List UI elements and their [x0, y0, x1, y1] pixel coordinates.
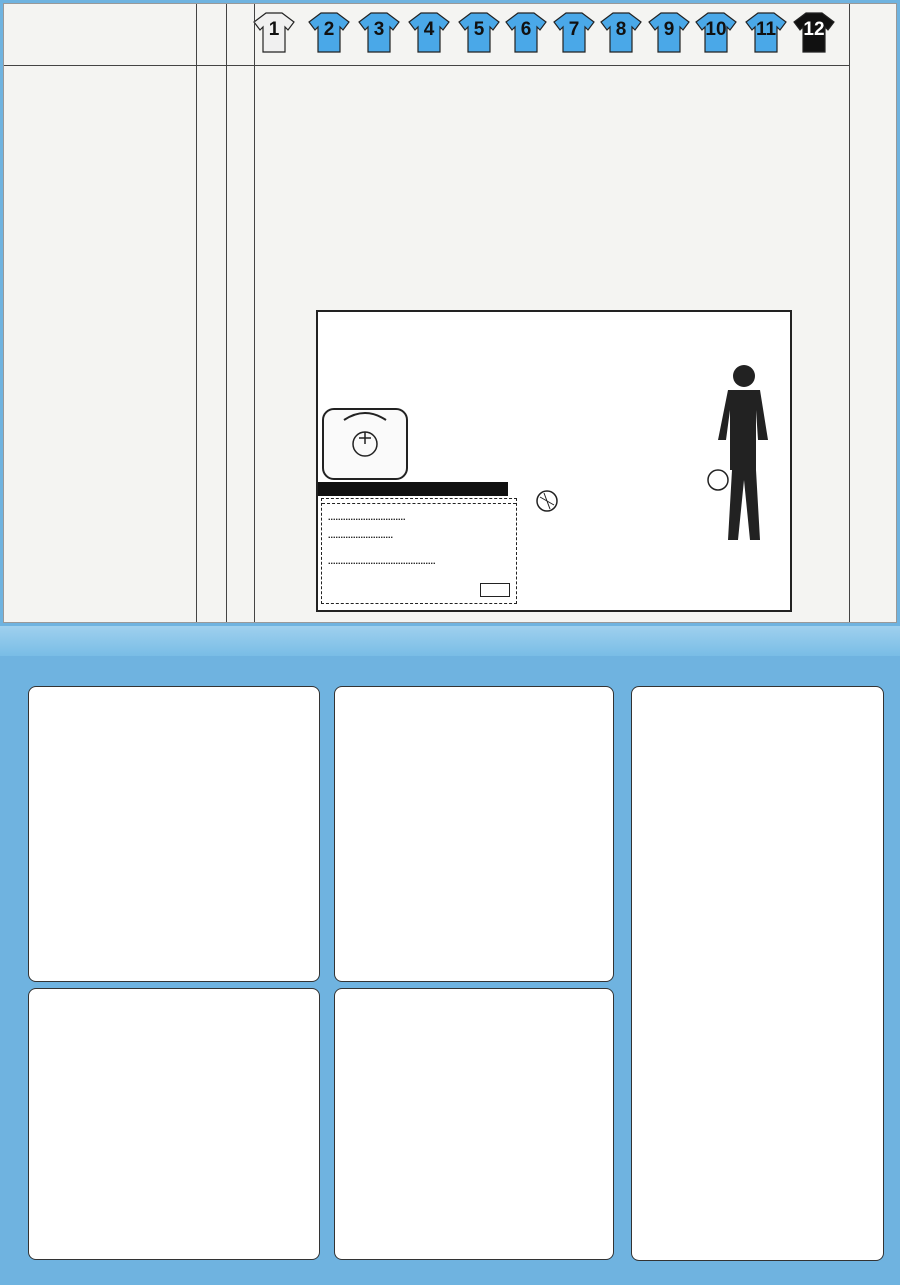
shirt-5-icon: 5 [457, 10, 501, 54]
shirt-1-icon: 1 [252, 10, 296, 54]
shirt-10-icon: 10 [694, 10, 738, 54]
sec-lineups [28, 988, 320, 1260]
fixtures-sheet [3, 3, 897, 623]
key-sidebar [848, 4, 896, 622]
shirt-8-icon: 8 [599, 10, 643, 54]
away-with-the-gills [631, 686, 884, 1261]
form-address-field[interactable]: .......................... [328, 530, 394, 540]
sec-fixtures [334, 988, 614, 1260]
shirt-3-icon: 3 [357, 10, 401, 54]
shirt-12-icon: 12 [792, 10, 836, 54]
shirt-2-icon: 2 [307, 10, 351, 54]
sec-senior-table [334, 686, 614, 982]
football-icon [536, 490, 558, 517]
ad-manufacturer [526, 522, 686, 525]
division-three-table [28, 686, 320, 982]
shirt-7-icon: 7 [552, 10, 596, 54]
send-catalogue-heading [322, 499, 516, 504]
shirt-9-icon: 9 [647, 10, 691, 54]
player-figure-icon [706, 360, 776, 560]
ad-catalogue-banner [318, 482, 508, 496]
form-name-field[interactable]: ............................... [328, 512, 406, 522]
page-fold [0, 626, 900, 656]
fixtures-header [4, 4, 849, 66]
shirt-4-icon: 4 [407, 10, 451, 54]
kit-bag-icon [322, 408, 408, 480]
catalogue-form: ............................... .......................... ........................................... [321, 498, 517, 604]
shirt-6-icon: 6 [504, 10, 548, 54]
new-olympic-advert [316, 310, 792, 612]
shirt-11-icon: 11 [744, 10, 788, 54]
